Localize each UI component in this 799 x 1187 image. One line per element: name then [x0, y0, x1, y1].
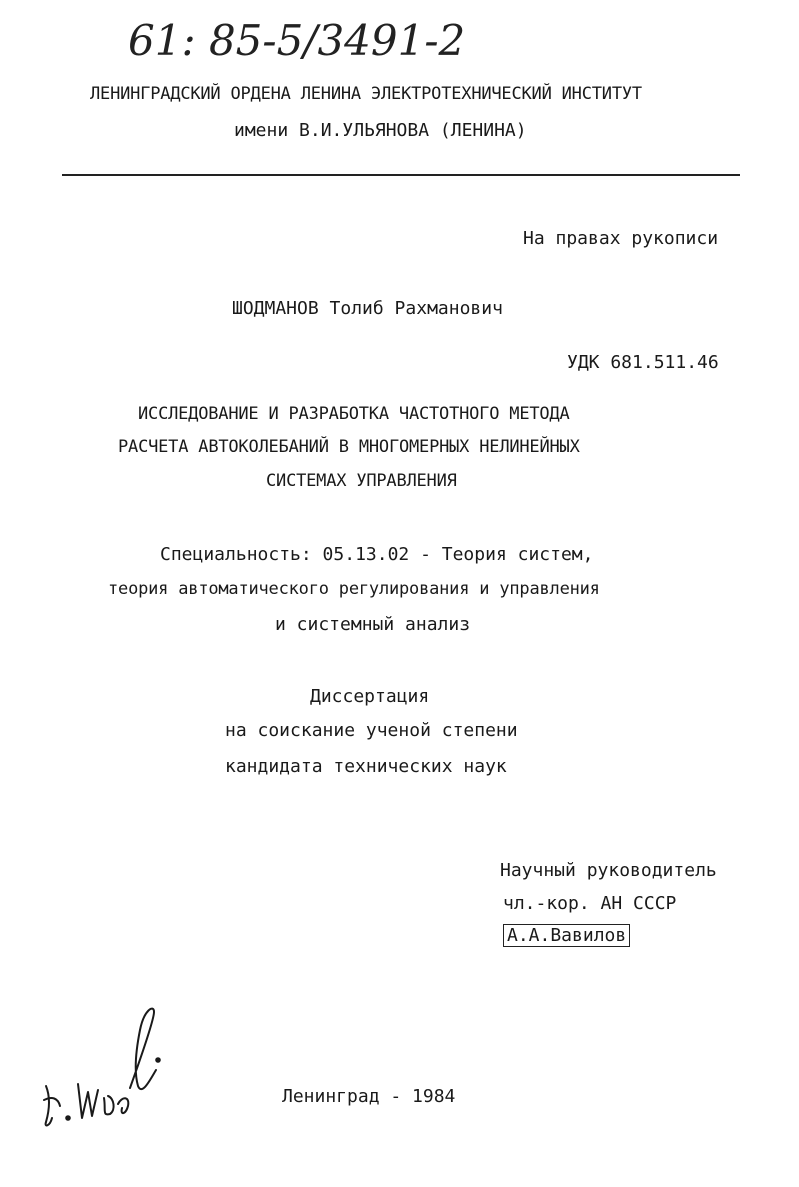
institute-name-line2: имени В.И.УЛЬЯНОВА (ЛЕНИНА) [234, 120, 527, 141]
author-name: ШОДМАНОВ Толиб Рахманович [232, 298, 503, 319]
institute-name: ЛЕНИНГРАДСКИЙ ОРДЕНА ЛЕНИНА ЭЛЕКТРОТЕХНИЧЕСКИЙ ИНСТИТУТ [90, 84, 642, 104]
archive-code: 61: 85-5/3491-2 [128, 16, 466, 65]
specialty-line-3: и системный анализ [275, 614, 471, 635]
degree-line-2: кандидата технических наук [225, 756, 507, 777]
title-line-2: РАСЧЕТА АВТОКОЛЕБАНИЙ В МНОГОМЕРНЫХ НЕЛИНЕЙНЫХ [118, 437, 580, 457]
dissertation-label: Диссертация [310, 686, 430, 707]
header-divider [62, 174, 740, 176]
supervisor-label: Научный руководитель [500, 860, 717, 881]
specialty-line-2: теория автоматического регулирования и управления [108, 579, 600, 599]
specialty-line-1: Специальность: 05.13.02 - Теория систем, [160, 544, 594, 565]
udc-code: УДК 681.511.46 [567, 352, 719, 373]
title-line-3: СИСТЕМАХ УПРАВЛЕНИЯ [266, 471, 457, 491]
supervisor-name [503, 925, 630, 946]
supervisor-name-box: А.А.Вавилов [503, 924, 630, 947]
title-line-1: ИССЛЕДОВАНИЕ И РАЗРАБОТКА ЧАСТОТНОГО МЕТОДА [138, 404, 570, 424]
rights-note: На правах рукописи [523, 228, 719, 249]
supervisor-title: чл.-кор. АН СССР [503, 893, 677, 914]
place-and-year: Ленинград - 1984 [282, 1086, 456, 1107]
author-signature [30, 1000, 180, 1140]
degree-line-1: на соискание ученой степени [225, 720, 518, 741]
